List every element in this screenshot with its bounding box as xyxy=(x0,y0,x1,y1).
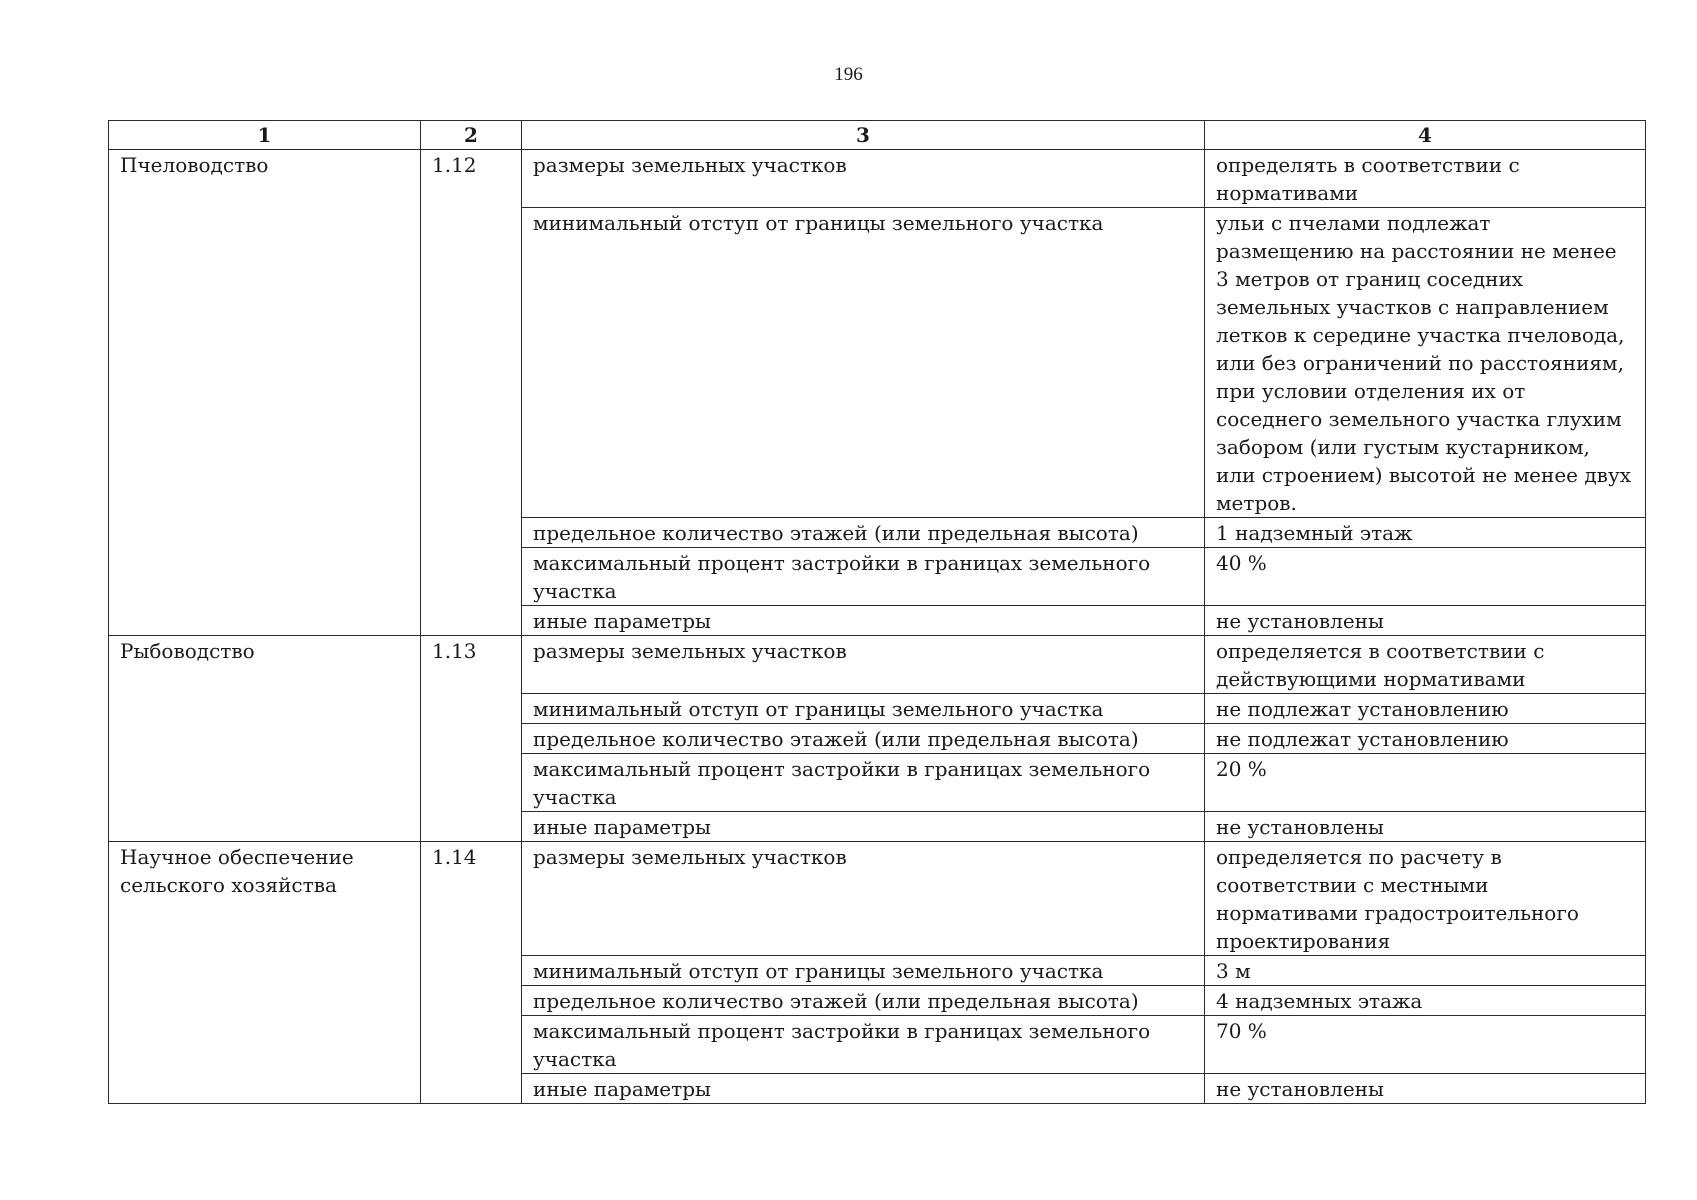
parameter-value: ульи с пчелами подлежат размещению на расстоянии не менее 3 метров от границ соседних земельных участков с направлением летков к середине участка пчеловода, или без ограничений по расстояниям, при условии отделения их от соседнего земельного участка глухим забором (или густым кустарником, или строением) высотой не менее двух метров. xyxy=(1205,208,1646,518)
column-header-2: 2 xyxy=(421,121,522,150)
parameter-name: иные параметры xyxy=(522,1074,1205,1104)
column-header-3: 3 xyxy=(522,121,1205,150)
parameter-name: минимальный отступ от границы земельного участка xyxy=(522,694,1205,724)
parameter-value: не подлежат установлению xyxy=(1205,694,1646,724)
parameter-value: 20 % xyxy=(1205,754,1646,812)
parameter-name: размеры земельных участков xyxy=(522,636,1205,694)
parameter-name: размеры земельных участков xyxy=(522,842,1205,956)
parameter-value: не установлены xyxy=(1205,812,1646,842)
parameter-name: максимальный процент застройки в границах земельного участка xyxy=(522,754,1205,812)
table-row xyxy=(109,636,1646,694)
parameter-name: минимальный отступ от границы земельного участка xyxy=(522,208,1205,518)
parameter-value: 4 надземных этажа xyxy=(1205,986,1646,1016)
parameter-value: определяется в соответствии с действующими нормативами xyxy=(1205,636,1646,694)
parameter-name: минимальный отступ от границы земельного участка xyxy=(522,956,1205,986)
parameter-name: предельное количество этажей (или предельная высота) xyxy=(522,986,1205,1016)
land-use-type: Пчеловодство xyxy=(109,150,421,636)
table-row xyxy=(109,150,1646,208)
parameter-value: 1 надземный этаж xyxy=(1205,518,1646,548)
parameter-name: предельное количество этажей (или предельная высота) xyxy=(522,518,1205,548)
parameter-name: иные параметры xyxy=(522,606,1205,636)
parameter-value: не установлены xyxy=(1205,606,1646,636)
land-use-type: Научное обеспечение сельского хозяйства xyxy=(109,842,421,1104)
land-use-code: 1.13 xyxy=(421,636,522,842)
parameter-value: 3 м xyxy=(1205,956,1646,986)
parameter-name: максимальный процент застройки в границах земельного участка xyxy=(522,1016,1205,1074)
column-header-4: 4 xyxy=(1205,121,1646,150)
table-header-row xyxy=(109,121,1646,150)
parameter-value: 40 % xyxy=(1205,548,1646,606)
parameter-name: максимальный процент застройки в границах земельного участка xyxy=(522,548,1205,606)
parameter-value: не установлены xyxy=(1205,1074,1646,1104)
parameter-value: не подлежат установлению xyxy=(1205,724,1646,754)
parameter-name: предельное количество этажей (или предельная высота) xyxy=(522,724,1205,754)
land-use-type: Рыбоводство xyxy=(109,636,421,842)
land-use-parameters-table xyxy=(108,120,1646,1104)
parameter-name: иные параметры xyxy=(522,812,1205,842)
column-header-1: 1 xyxy=(109,121,421,150)
parameter-name: размеры земельных участков xyxy=(522,150,1205,208)
table-row xyxy=(109,842,1646,956)
parameter-value: определять в соответствии с нормативами xyxy=(1205,150,1646,208)
land-use-code: 1.12 xyxy=(421,150,522,636)
parameter-value: определяется по расчету в соответствии с местными нормативами градостроительного проектирования xyxy=(1205,842,1646,956)
parameter-value: 70 % xyxy=(1205,1016,1646,1074)
land-use-code: 1.14 xyxy=(421,842,522,1104)
page-number: 196 xyxy=(834,64,863,85)
